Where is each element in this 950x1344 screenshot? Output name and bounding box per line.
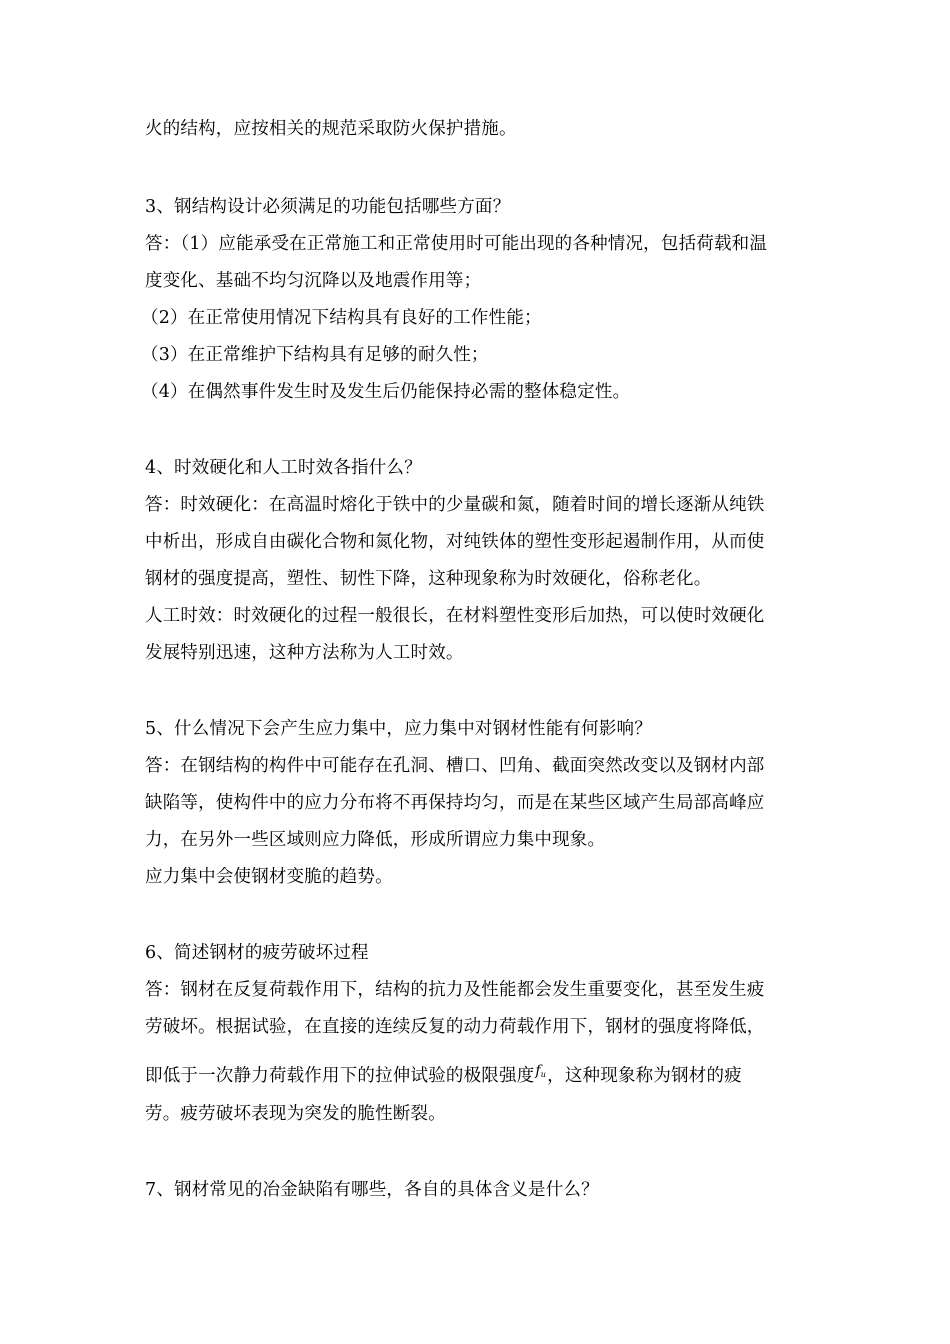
text-line: 答：（1）应能承受在正常施工和正常使用时可能出现的各种情况，包括荷载和温 <box>145 234 768 254</box>
ultimate-strength-formula <box>535 1064 546 1082</box>
text-segment: 即低于一次静力荷载作用下的拉伸试验的极限强度 <box>145 1066 535 1086</box>
text-line: 答：时效硬化：在高温时熔化于铁中的少量碳和氮，随着时间的增长逐渐从纯铁 <box>145 495 765 515</box>
text-line: 答：钢材在反复荷载作用下，结构的抗力及性能都会发生重要变化，甚至发生疲 <box>145 980 765 1000</box>
text-line: （3）在正常维护下结构具有足够的耐久性； <box>141 345 489 365</box>
text-line: 度变化、基础不均匀沉降以及地震作用等； <box>145 271 482 291</box>
text-line: 力，在另外一些区域则应力降低，形成所谓应力集中现象。 <box>145 830 606 850</box>
text-line: 火的结构，应按相关的规范采取防火保护措施。 <box>145 119 517 139</box>
formula-subscript: u <box>540 1070 547 1079</box>
formula-symbol: f <box>535 1063 541 1079</box>
text-segment: ，这种现象称为钢材的疲 <box>547 1066 742 1086</box>
question-3-heading: 3、钢结构设计必须满足的功能包括哪些方面？ <box>145 197 511 217</box>
text-line: 发展特别迅速，这种方法称为人工时效。 <box>145 643 464 663</box>
text-line: 劳破坏。根据试验，在直接的连续反复的动力荷载作用下，钢材的强度将降低， <box>145 1017 765 1037</box>
text-line-with-formula <box>145 1064 742 1087</box>
question-7-heading: 7、钢材常见的冶金缺陷有哪些，各自的具体含义是什么？ <box>145 1180 599 1200</box>
question-4-heading: 4、时效硬化和人工时效各指什么？ <box>145 458 422 478</box>
text-line: 人工时效：时效硬化的过程一般很长，在材料塑性变形后加热，可以使时效硬化 <box>145 606 765 626</box>
text-line: （4）在偶然事件发生时及发生后仍能保持必需的整体稳定性。 <box>141 382 631 402</box>
question-5-heading: 5、什么情况下会产生应力集中，应力集中对钢材性能有何影响？ <box>145 719 652 739</box>
question-6-heading: 6、简述钢材的疲劳破坏过程 <box>145 943 369 963</box>
text-line: 答：在钢结构的构件中可能存在孔洞、槽口、凹角、截面突然改变以及钢材内部 <box>145 756 765 776</box>
text-line: 中析出，形成自由碳化合物和氮化物，对纯铁体的塑性变形起遏制作用，从而使 <box>145 532 765 552</box>
text-line: 劳。疲劳破坏表现为突发的脆性断裂。 <box>145 1104 446 1124</box>
text-line: （2）在正常使用情况下结构具有良好的工作性能； <box>141 308 542 328</box>
text-line: 缺陷等，使构件中的应力分布将不再保持均匀，而是在某些区域产生局部高峰应 <box>145 793 765 813</box>
text-line: 钢材的强度提高，塑性、韧性下降，这种现象称为时效硬化，俗称老化。 <box>145 569 712 589</box>
text-line: 应力集中会使钢材变脆的趋势。 <box>145 867 393 887</box>
